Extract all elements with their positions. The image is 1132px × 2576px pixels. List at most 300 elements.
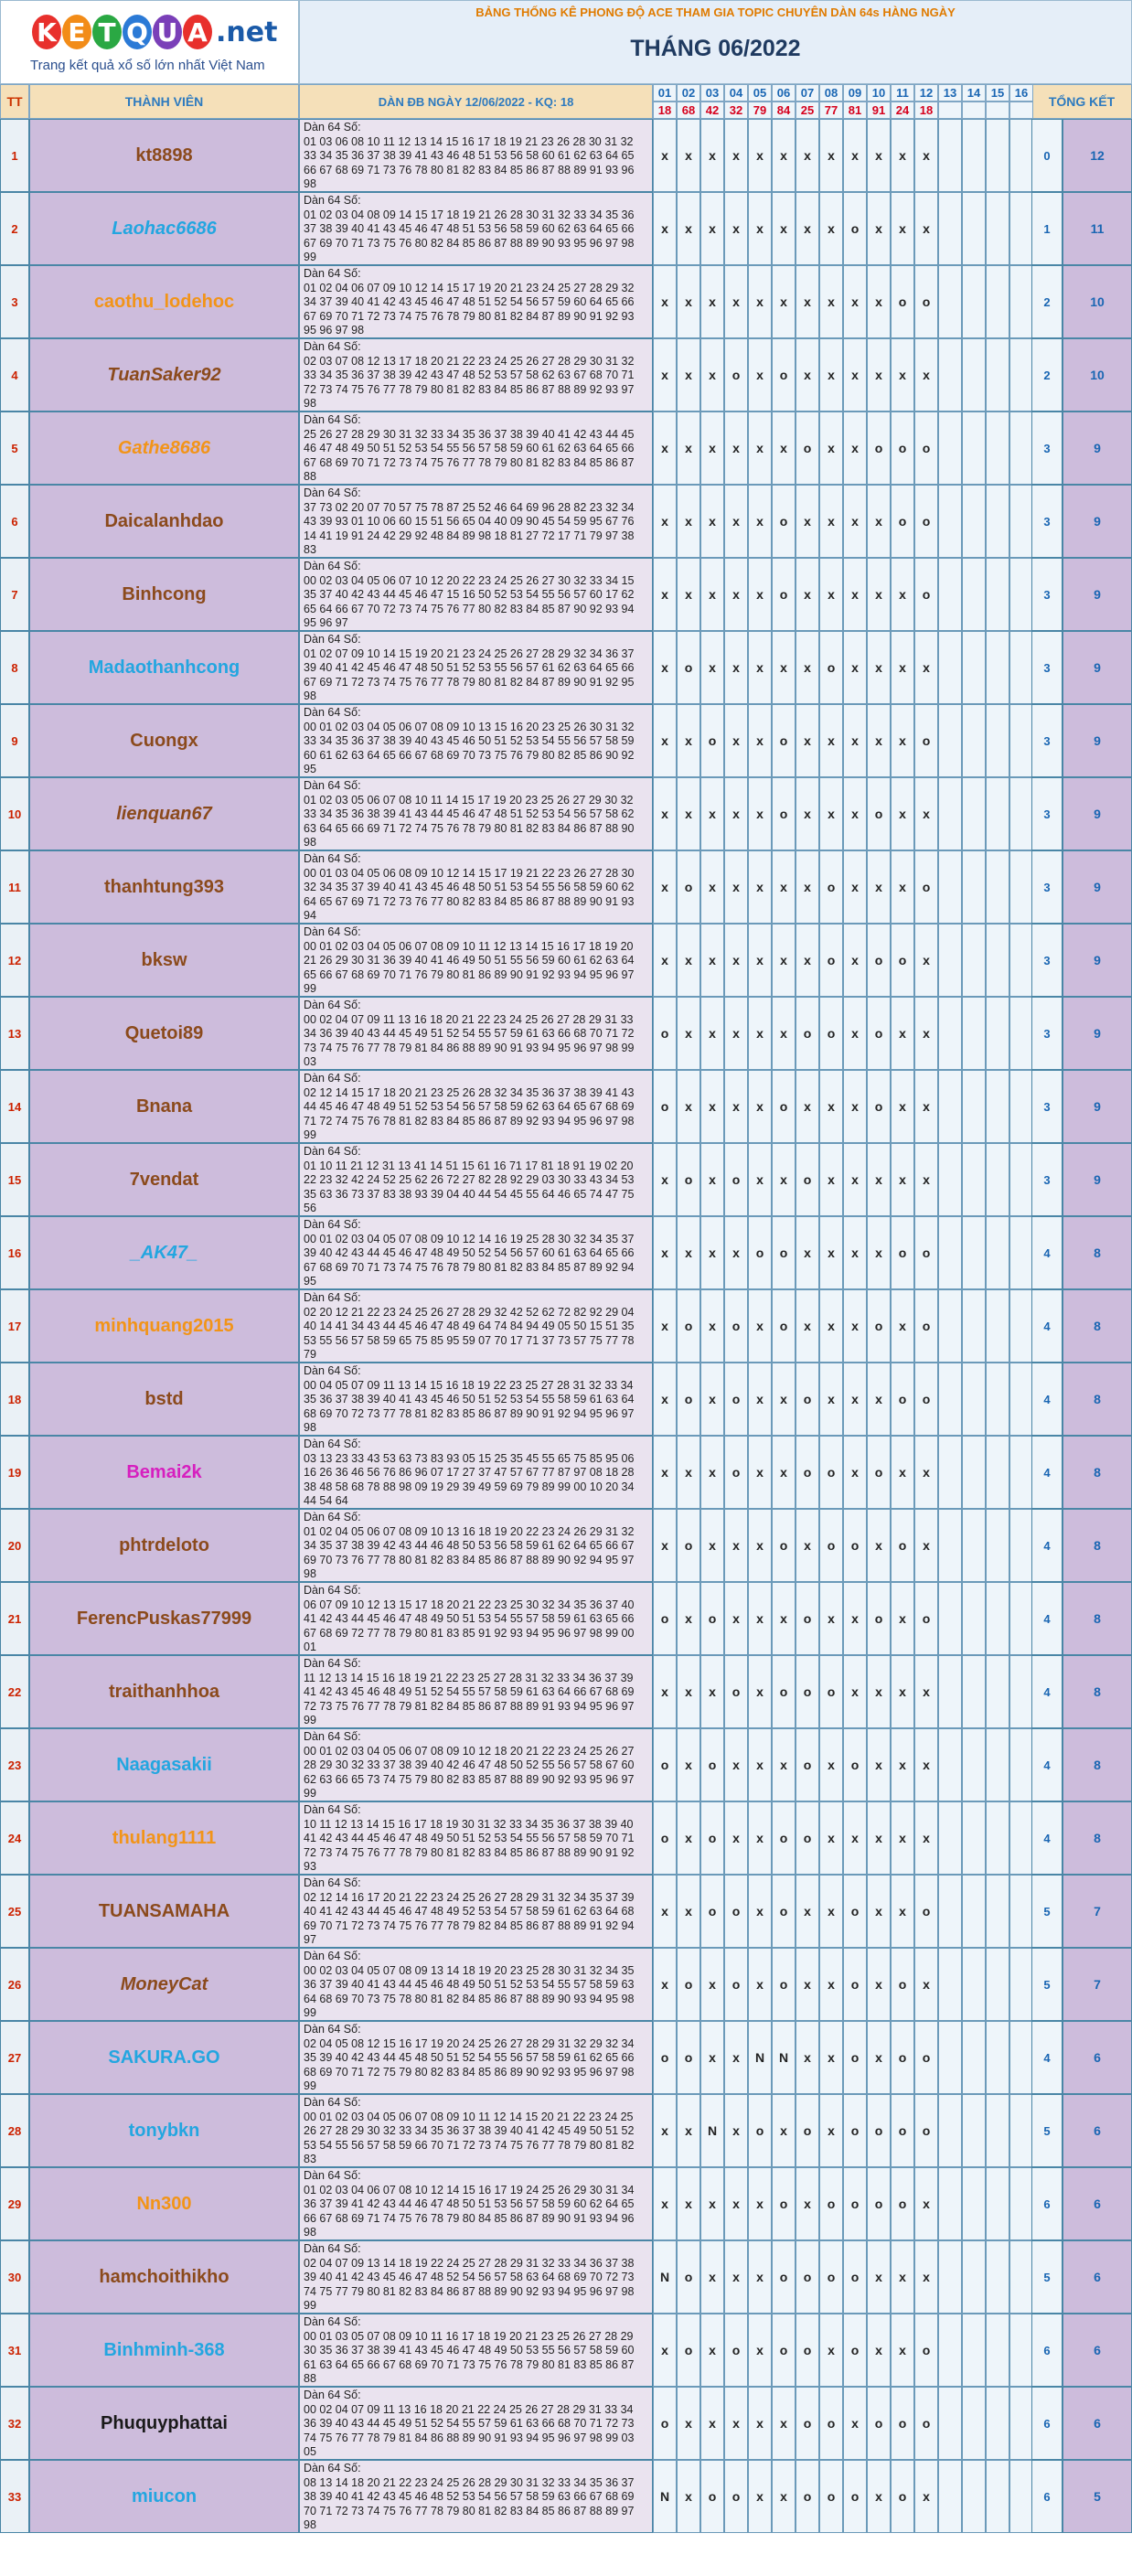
day-mark: x (819, 777, 843, 850)
logo-tagline: Trang kết quả xổ số lớn nhất Việt Nam (30, 58, 265, 73)
day-mark: o (891, 2021, 914, 2094)
dan-numbers-cell (299, 192, 653, 265)
day-mark: o (772, 1509, 796, 1582)
miss-count: 3 (1031, 704, 1063, 777)
day-mark: x (748, 1289, 772, 1363)
day-mark (962, 2460, 986, 2533)
day-mark: x (867, 192, 891, 265)
day-mark: x (677, 2167, 700, 2240)
day-mark (1009, 1509, 1033, 1582)
day-mark (986, 192, 1009, 265)
member-name[interactable]: Madaothanhcong (29, 631, 299, 704)
row-number: 18 (0, 1363, 29, 1436)
member-name[interactable]: thulang1111 (29, 1801, 299, 1875)
row-number: 26 (0, 1948, 29, 2021)
day-mark (1009, 1143, 1033, 1216)
day-mark (986, 1436, 1009, 1509)
day-mark (938, 1509, 962, 1582)
total-count: 5 (1063, 2460, 1132, 2533)
day-mark: o (914, 265, 938, 338)
day-mark: x (748, 2314, 772, 2387)
day-mark (1009, 412, 1033, 485)
member-name[interactable]: 7vendat (29, 1143, 299, 1216)
member-name[interactable]: TuanSaker92 (29, 338, 299, 412)
day-mark: x (772, 924, 796, 997)
day-result: 84 (772, 102, 796, 119)
day-mark: x (819, 192, 843, 265)
row-number: 12 (0, 924, 29, 997)
day-mark (962, 1948, 986, 2021)
col-header-member: THÀNH VIÊN (29, 84, 299, 119)
total-count: 8 (1063, 1728, 1132, 1801)
day-mark: x (867, 1143, 891, 1216)
day-mark: x (914, 997, 938, 1070)
dan-label: Dàn 64 Số: (304, 999, 361, 1011)
day-mark: x (914, 1801, 938, 1875)
day-mark: o (867, 1070, 891, 1143)
day-mark: x (748, 338, 772, 412)
day-mark: x (891, 1875, 914, 1948)
day-mark: o (796, 2460, 819, 2533)
row-number: 14 (0, 1070, 29, 1143)
day-mark: x (653, 1875, 677, 1948)
day-mark: x (867, 1216, 891, 1289)
dan-numbers: 02 04 07 09 13 14 18 19 22 24 25 27 28 29 31 32 33 34 36 37 38 39 40 41 42 43 45 46 47 48 52 54 56 57 58 63 64 68 69 70 72 73 74 75 77 79 80 81 82 83 84 86 87 88 89 90 92 93 94 95 96 97 98 99 (304, 2256, 635, 2313)
day-mark: o (724, 1875, 748, 1948)
member-name[interactable]: miucon (29, 2460, 299, 2533)
member-name[interactable]: Daicalanhdao (29, 485, 299, 558)
row-number: 11 (0, 850, 29, 924)
day-mark: x (700, 265, 724, 338)
day-mark: o (772, 1801, 796, 1875)
day-mark: x (819, 412, 843, 485)
day-mark: o (700, 1582, 724, 1655)
day-mark: x (843, 704, 867, 777)
miss-count: 3 (1031, 412, 1063, 485)
day-mark: o (819, 850, 843, 924)
day-mark (938, 485, 962, 558)
day-mark (986, 1801, 1009, 1875)
day-mark: x (653, 1509, 677, 1582)
day-mark: x (796, 1509, 819, 1582)
day-mark: o (819, 1509, 843, 1582)
day-mark: x (843, 265, 867, 338)
miss-count: 4 (1031, 1216, 1063, 1289)
day-mark (1009, 2094, 1033, 2167)
day-mark: o (677, 1289, 700, 1363)
member-name[interactable]: Bnana (29, 1070, 299, 1143)
member-name[interactable]: minhquang2015 (29, 1289, 299, 1363)
total-count: 8 (1063, 1801, 1132, 1875)
day-mark: x (677, 1582, 700, 1655)
row-number: 6 (0, 485, 29, 558)
day-mark (986, 2460, 1009, 2533)
dan-label: Dàn 64 Số: (304, 1072, 361, 1085)
day-mark (1009, 924, 1033, 997)
day-mark: x (819, 1948, 843, 2021)
day-mark: o (891, 485, 914, 558)
day-mark: x (653, 924, 677, 997)
dan-numbers-cell (299, 1801, 653, 1875)
day-mark: x (843, 119, 867, 192)
day-mark: x (772, 1582, 796, 1655)
table-row (0, 777, 1132, 850)
dan-numbers-cell (299, 1216, 653, 1289)
dan-numbers-cell (299, 1655, 653, 1728)
col-header-tt: TT (0, 84, 29, 119)
day-mark: o (772, 2240, 796, 2314)
day-mark (986, 2167, 1009, 2240)
member-name[interactable]: tonybkn (29, 2094, 299, 2167)
member-name[interactable]: Bemai2k (29, 1436, 299, 1509)
dan-label: Dàn 64 Số: (304, 2462, 361, 2474)
day-mark (938, 1363, 962, 1436)
day-mark: x (867, 1728, 891, 1801)
day-mark (938, 1289, 962, 1363)
member-name[interactable]: Cuongx (29, 704, 299, 777)
table-row (0, 1289, 1132, 1363)
dan-label: Dàn 64 Số: (304, 1438, 361, 1450)
day-mark: x (748, 2460, 772, 2533)
day-mark: x (748, 265, 772, 338)
member-name[interactable]: SAKURA.GO (29, 2021, 299, 2094)
day-mark (938, 1948, 962, 2021)
day-mark: x (748, 2240, 772, 2314)
member-name[interactable]: kt8898 (29, 119, 299, 192)
dan-label: Dàn 64 Số: (304, 486, 361, 499)
day-mark (986, 850, 1009, 924)
day-mark: x (748, 558, 772, 631)
day-mark: o (819, 631, 843, 704)
member-name[interactable]: Gathe8686 (29, 412, 299, 485)
row-number: 23 (0, 1728, 29, 1801)
day-mark: x (677, 997, 700, 1070)
total-count: 8 (1063, 1436, 1132, 1509)
day-mark: x (891, 1728, 914, 1801)
day-mark: o (677, 631, 700, 704)
day-mark: x (724, 997, 748, 1070)
miss-count: 5 (1031, 2094, 1063, 2167)
day-mark (986, 1655, 1009, 1728)
day-mark: o (653, 1801, 677, 1875)
day-mark: x (819, 119, 843, 192)
member-name[interactable]: _AK47_ (29, 1216, 299, 1289)
member-name[interactable]: Binhcong (29, 558, 299, 631)
day-mark (962, 1070, 986, 1143)
day-mark: x (891, 1801, 914, 1875)
day-mark: x (914, 1436, 938, 1509)
day-mark: o (843, 2314, 867, 2387)
dan-label: Dàn 64 Số: (304, 194, 361, 207)
day-mark: o (796, 2314, 819, 2387)
day-mark: x (748, 850, 772, 924)
day-mark: o (843, 2240, 867, 2314)
day-number: 07 (796, 84, 819, 102)
day-mark: x (748, 1801, 772, 1875)
logo-letter: U (153, 15, 182, 49)
total-count: 9 (1063, 485, 1132, 558)
day-mark: x (891, 1436, 914, 1509)
day-mark: x (748, 1948, 772, 2021)
member-name[interactable]: caothu_lodehoc (29, 265, 299, 338)
day-mark: x (796, 850, 819, 924)
day-result (962, 102, 986, 119)
day-mark: o (891, 1948, 914, 2021)
day-mark: o (891, 1363, 914, 1436)
day-mark: x (700, 1289, 724, 1363)
table-row (0, 704, 1132, 777)
table-row (0, 1509, 1132, 1582)
member-name[interactable]: traithanhhoa (29, 1655, 299, 1728)
table-row (0, 2314, 1132, 2387)
day-mark (962, 1216, 986, 1289)
day-mark: o (819, 924, 843, 997)
day-mark: o (677, 1509, 700, 1582)
day-mark: x (700, 1363, 724, 1436)
day-mark: x (843, 1216, 867, 1289)
dan-numbers: 00 01 02 03 04 05 06 07 08 09 10 12 18 20 21 22 23 24 25 26 27 28 29 30 32 33 37 38 39 40 42 46 47 48 50 52 55 56 57 58 67 60 62 63 66 65 73 74 75 79 80 82 83 85 87 88 89 90 92 93 95 96 97 99 (304, 1744, 635, 1801)
day-mark: x (796, 1289, 819, 1363)
member-name[interactable]: bksw (29, 924, 299, 997)
table-row (0, 2460, 1132, 2533)
day-mark (1009, 1216, 1033, 1289)
day-mark: o (819, 2240, 843, 2314)
day-mark: x (914, 1948, 938, 2021)
member-name[interactable]: phtrdeloto (29, 1509, 299, 1582)
day-mark: x (653, 1655, 677, 1728)
total-count: 9 (1063, 850, 1132, 924)
day-mark: x (819, 558, 843, 631)
day-mark (938, 1655, 962, 1728)
total-count: 10 (1063, 338, 1132, 412)
table-row (0, 2094, 1132, 2167)
day-mark: o (914, 1216, 938, 1289)
day-mark (986, 2314, 1009, 2387)
member-name[interactable]: Quetoi89 (29, 997, 299, 1070)
row-number: 9 (0, 704, 29, 777)
day-mark: o (772, 1070, 796, 1143)
day-mark: x (867, 338, 891, 412)
day-mark: o (796, 1728, 819, 1801)
row-number: 20 (0, 1509, 29, 1582)
day-mark: x (843, 485, 867, 558)
day-mark: x (748, 1875, 772, 1948)
day-mark (986, 412, 1009, 485)
member-name[interactable]: Phuquyphattai (29, 2387, 299, 2460)
miss-count: 3 (1031, 924, 1063, 997)
day-mark: x (748, 2387, 772, 2460)
day-mark: x (843, 1070, 867, 1143)
day-mark: x (796, 192, 819, 265)
day-mark: x (891, 2314, 914, 2387)
day-mark: x (843, 1436, 867, 1509)
day-mark (938, 704, 962, 777)
day-mark (962, 850, 986, 924)
day-mark: x (867, 485, 891, 558)
dan-numbers-cell (299, 631, 653, 704)
day-mark (1009, 1655, 1033, 1728)
dan-numbers: 37 73 02 20 07 70 57 75 78 87 25 52 46 64 69 96 28 82 23 32 34 43 39 93 01 10 06 60 15 51 56 65 04 40 09 90 45 54 59 95 67 76 14 41 19 91 24 42 29 92 48 84 89 98 18 81 27 72 17 71 79 97 38 83 (304, 500, 635, 557)
miss-count: 6 (1031, 2167, 1063, 2240)
day-result: 18 (914, 102, 938, 119)
dan-numbers-cell (299, 777, 653, 850)
day-mark (938, 2240, 962, 2314)
ketqua-logo[interactable] (32, 12, 277, 52)
day-mark (1009, 1363, 1033, 1436)
miss-count: 3 (1031, 485, 1063, 558)
logo-area[interactable] (0, 0, 299, 84)
dan-numbers-cell (299, 1436, 653, 1509)
day-mark: x (748, 192, 772, 265)
day-mark: x (796, 1070, 819, 1143)
day-mark: x (891, 119, 914, 192)
dan-label: Dàn 64 Số: (304, 413, 361, 426)
day-mark: x (653, 631, 677, 704)
total-count: 9 (1063, 997, 1132, 1070)
day-mark: x (867, 1655, 891, 1728)
member-name[interactable]: lienquan67 (29, 777, 299, 850)
total-count: 9 (1063, 558, 1132, 631)
total-count: 6 (1063, 2387, 1132, 2460)
day-mark: x (748, 485, 772, 558)
day-mark (938, 850, 962, 924)
day-mark: x (891, 2240, 914, 2314)
day-mark: x (724, 850, 748, 924)
member-name[interactable]: hamchoithikho (29, 2240, 299, 2314)
day-mark (962, 192, 986, 265)
member-name[interactable]: TUANSAMAHA (29, 1875, 299, 1948)
member-name[interactable]: bstd (29, 1363, 299, 1436)
day-mark: o (914, 412, 938, 485)
row-number: 22 (0, 1655, 29, 1728)
day-mark (962, 1436, 986, 1509)
dan-numbers-cell (299, 997, 653, 1070)
day-mark: x (653, 2094, 677, 2167)
day-mark: o (867, 1582, 891, 1655)
day-mark: x (843, 777, 867, 850)
row-number: 27 (0, 2021, 29, 2094)
day-mark (962, 2094, 986, 2167)
dan-numbers-cell (299, 1070, 653, 1143)
day-mark (1009, 631, 1033, 704)
member-name[interactable]: Laohac6686 (29, 192, 299, 265)
miss-count: 4 (1031, 1363, 1063, 1436)
total-count: 9 (1063, 924, 1132, 997)
day-mark: o (891, 2387, 914, 2460)
day-mark: x (677, 485, 700, 558)
day-mark: x (653, 192, 677, 265)
member-name[interactable]: Nn300 (29, 2167, 299, 2240)
day-mark (1009, 704, 1033, 777)
day-mark: o (796, 1582, 819, 1655)
dan-numbers-cell (299, 1289, 653, 1363)
dan-label: Dàn 64 Số: (304, 560, 361, 572)
total-count: 9 (1063, 704, 1132, 777)
day-mark (1009, 997, 1033, 1070)
day-mark: o (867, 412, 891, 485)
day-mark: o (914, 2021, 938, 2094)
day-mark: x (843, 1655, 867, 1728)
day-mark: x (796, 338, 819, 412)
member-name[interactable]: MoneyCat (29, 1948, 299, 2021)
logo-letter: E (62, 15, 91, 49)
day-mark: o (772, 704, 796, 777)
dan-label: Dàn 64 Số: (304, 633, 361, 646)
day-mark (962, 997, 986, 1070)
table-row (0, 338, 1132, 412)
day-mark: x (677, 265, 700, 338)
day-mark: x (891, 631, 914, 704)
day-mark: o (914, 704, 938, 777)
day-mark: o (867, 1436, 891, 1509)
total-count: 6 (1063, 2314, 1132, 2387)
day-mark: x (867, 1948, 891, 2021)
day-mark: o (653, 997, 677, 1070)
day-mark: x (914, 2460, 938, 2533)
day-mark: x (796, 119, 819, 192)
dan-numbers-cell (299, 924, 653, 997)
member-name[interactable]: FerencPuskas77999 (29, 1582, 299, 1655)
day-mark: x (819, 2314, 843, 2387)
miss-count: 5 (1031, 1875, 1063, 1948)
day-number: 14 (962, 84, 986, 102)
member-name[interactable]: thanhtung393 (29, 850, 299, 924)
dan-numbers: 01 02 04 05 06 07 08 09 10 13 16 18 19 20 22 23 24 26 29 31 32 34 35 37 38 39 42 43 44 46 48 50 53 56 58 59 61 62 64 65 66 67 69 70 73 76 77 78 80 81 82 83 84 85 86 87 88 89 90 92 94 95 97 98 (304, 1524, 635, 1581)
day-mark: o (914, 1875, 938, 1948)
day-mark: x (748, 1728, 772, 1801)
day-mark: o (867, 2387, 891, 2460)
miss-count: 4 (1031, 1289, 1063, 1363)
day-mark: x (700, 1143, 724, 1216)
table-row (0, 412, 1132, 485)
day-mark: x (677, 412, 700, 485)
table-row (0, 1143, 1132, 1216)
dan-label: Dàn 64 Số: (304, 1291, 361, 1304)
day-result (1009, 102, 1033, 119)
day-mark: x (700, 2387, 724, 2460)
day-mark: o (914, 1582, 938, 1655)
dan-numbers-cell (299, 1143, 653, 1216)
day-mark: x (867, 558, 891, 631)
day-mark: x (653, 1216, 677, 1289)
table-row (0, 2240, 1132, 2314)
day-mark: x (914, 192, 938, 265)
member-name[interactable]: Naagasakii (29, 1728, 299, 1801)
day-mark: o (677, 1948, 700, 2021)
table-row (0, 1801, 1132, 1875)
day-mark (938, 1436, 962, 1509)
dan-numbers: 00 01 02 03 04 05 07 08 09 10 12 14 16 19 25 28 30 32 34 35 37 39 40 42 43 44 45 46 47 48 49 50 52 54 56 57 60 61 63 64 65 66 67 68 69 70 71 73 74 75 76 78 79 80 81 82 83 84 85 87 89 92 94 95 (304, 1232, 635, 1288)
day-mark (962, 777, 986, 850)
day-number: 02 (677, 84, 700, 102)
member-name[interactable]: Binhminh-368 (29, 2314, 299, 2387)
dan-label: Dàn 64 Số: (304, 1145, 361, 1158)
table-row (0, 850, 1132, 924)
day-mark: x (700, 1436, 724, 1509)
day-mark: x (700, 2314, 724, 2387)
day-mark: x (700, 1509, 724, 1582)
day-mark: o (914, 2387, 938, 2460)
day-mark: x (772, 997, 796, 1070)
day-mark (986, 1289, 1009, 1363)
day-mark: o (891, 412, 914, 485)
day-mark: x (843, 1363, 867, 1436)
day-mark: x (914, 1143, 938, 1216)
dan-numbers: 00 01 03 04 05 06 08 09 10 12 14 15 17 19 21 22 23 26 27 28 30 32 34 35 37 39 40 41 43 45 46 48 50 51 53 54 55 56 58 59 60 62 64 65 67 69 71 72 73 76 77 80 82 83 84 85 86 87 88 89 90 91 93 94 (304, 866, 635, 923)
day-mark: o (843, 1875, 867, 1948)
dan-label: Dàn 64 Số: (304, 1584, 361, 1597)
day-number: 10 (867, 84, 891, 102)
